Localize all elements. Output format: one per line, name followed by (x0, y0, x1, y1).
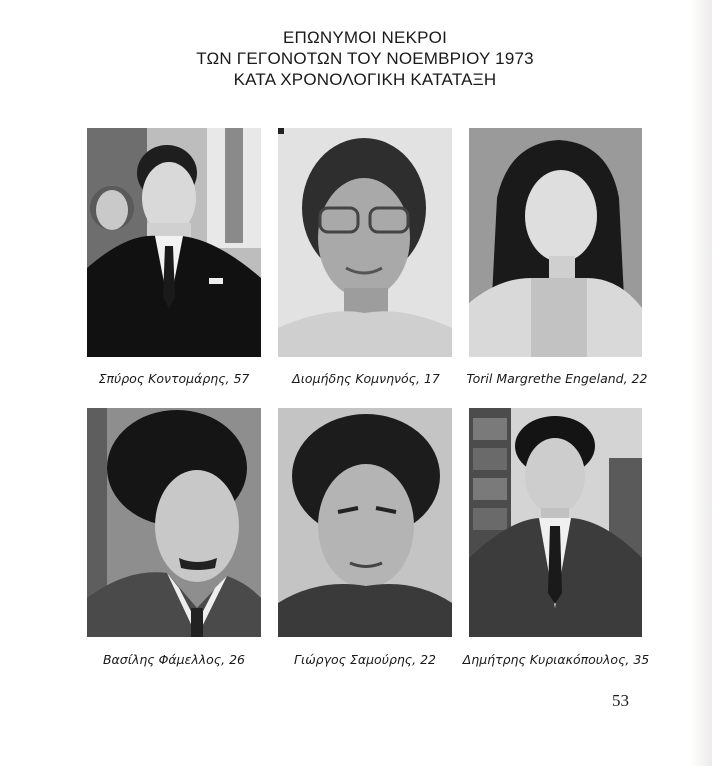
title-line-2: ΤΩΝ ΓΕΓΟΝΟΤΩΝ ΤΟΥ ΝΟΕΜΒΡΙΟΥ 1973 (196, 49, 534, 68)
caption-toril-engeland: Toril Margrethe Engeland, 22 (466, 371, 648, 386)
caption-diomidis-komninos: Διομήδης Κομνηνός, 17 (292, 371, 440, 386)
caption-vasilis-famellos: Βασίλης Φάμελλος, 26 (102, 652, 246, 667)
photo-toril-engeland (469, 128, 642, 357)
photo-giorgos-samouris (278, 408, 452, 637)
photo-dimitris-kyriakopoulos (469, 408, 642, 637)
page-title (0, 27, 712, 90)
photo-spyros-kontomaris (87, 128, 261, 357)
page-number: 53 (612, 691, 629, 710)
caption-dimitris-kyriakopoulos: Δημήτρης Κυριακόπουλος, 35 (462, 652, 650, 667)
photo-diomidis-komninos (278, 128, 452, 357)
title-line-1: ΕΠΩΝΥΜΟΙ ΝΕΚΡΟΙ (282, 28, 447, 47)
caption-giorgos-samouris: Γιώργος Σαμούρης, 22 (294, 652, 436, 667)
title-line-3: ΚΑΤΑ ΧΡΟΝΟΛΟΓΙΚΗ ΚΑΤΑΤΑΞΗ (233, 70, 497, 89)
photo-vasilis-famellos (87, 408, 261, 637)
caption-spyros-kontomaris: Σπύρος Κοντομάρης, 57 (98, 371, 250, 386)
